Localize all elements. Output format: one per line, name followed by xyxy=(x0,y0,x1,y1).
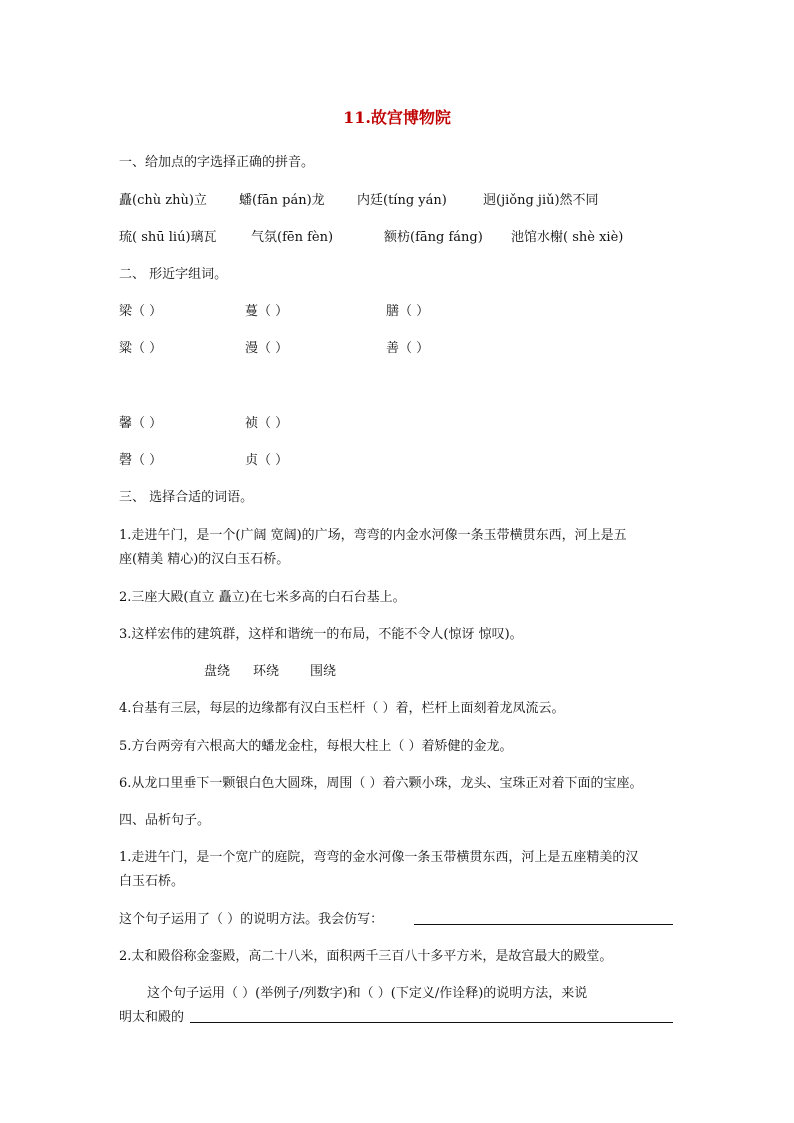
answer-blank[interactable] xyxy=(414,912,673,925)
section-3-heading: 三、 选择合适的词语。 xyxy=(119,490,254,505)
word-item: 粱（ ） xyxy=(119,341,163,356)
question-text: 5.方台两旁有六根高大的蟠龙金柱，每根大柱上（ ）着矫健的金龙。 xyxy=(119,739,513,754)
word-option: 围绕 xyxy=(310,664,337,679)
word-item: 漫（ ） xyxy=(245,341,289,356)
question-text: 2.太和殿俗称金銮殿，高二十八米，面积两千三百八十多平方米，是故宫最大的殿堂。 xyxy=(119,949,613,964)
page-title: 11.故宫博物院 xyxy=(343,108,451,127)
word-item: 祯（ ） xyxy=(245,416,289,431)
section-4-heading: 四、品析句子。 xyxy=(119,813,211,828)
word-option: 环绕 xyxy=(253,664,280,679)
word-item: 馨（ ） xyxy=(119,416,163,431)
question-text: 2.三座大殿(直立 矗立)在七米多高的白石台基上。 xyxy=(119,590,406,605)
question-text: 4.台基有三层，每层的边缘都有汉白玉栏杆（ ）着，栏杆上面刻着龙凤流云。 xyxy=(119,701,565,716)
word-item: 善（ ） xyxy=(386,341,430,356)
question-text: 这个句子运用（ ）(举例子/列数字)和（ ）(下定义/作诠释)的说明方法，来说 xyxy=(147,986,588,1001)
question-text: 1.走进午门，是一个宽广的庭院，弯弯的金水河像一条玉带横贯东西，河上是五座精美的汉 xyxy=(119,850,639,865)
question-text: 这个句子运用了（ ）的说明方法。我会仿写： xyxy=(119,912,384,927)
word-item: 磬（ ） xyxy=(119,453,163,468)
word-item: 梁（ ） xyxy=(119,304,163,319)
pinyin-item: 额枋(fāng fáng) xyxy=(384,230,483,245)
pinyin-item: 矗(chù zhù)立 xyxy=(119,193,207,208)
question-text: 1.走进午门，是一个(广阔 宽阔)的广场，弯弯的内金水河像一条玉带横贯东西，河上是五 xyxy=(119,528,627,543)
word-item: 贞（ ） xyxy=(245,453,289,468)
question-text: 3.这样宏伟的建筑群，这样和谐统一的布局，不能不令人(惊讶 惊叹)。 xyxy=(119,627,523,642)
question-text: 座(精美 精心)的汉白玉石桥。 xyxy=(119,552,290,567)
word-item: 蔓（ ） xyxy=(245,304,289,319)
pinyin-item: 琉( shū liú)璃瓦 xyxy=(119,230,217,245)
question-text: 白玉石桥。 xyxy=(119,874,185,889)
pinyin-item: 蟠(fān pán)龙 xyxy=(239,193,325,208)
question-text: 6.从龙口里垂下一颗银白色大圆珠，周围（ ）着六颗小珠，龙头、宝珠正对着下面的宝座。 xyxy=(119,776,643,791)
section-2-heading: 二、 形近字组词。 xyxy=(119,267,228,282)
section-1-heading: 一、给加点的字选择正确的拼音。 xyxy=(119,155,315,170)
question-text: 明太和殿的 xyxy=(119,1010,185,1025)
pinyin-item: 池馆水榭( shè xiè) xyxy=(511,230,624,245)
pinyin-item: 迥(jiǒng jiǔ)然不同 xyxy=(483,193,599,208)
word-item: 膳（ ） xyxy=(386,304,430,319)
word-option: 盘绕 xyxy=(204,664,231,679)
pinyin-item: 气氛(fēn fèn) xyxy=(251,230,334,245)
answer-blank[interactable] xyxy=(190,1010,673,1023)
pinyin-item: 内廷(tíng yán) xyxy=(357,193,447,208)
